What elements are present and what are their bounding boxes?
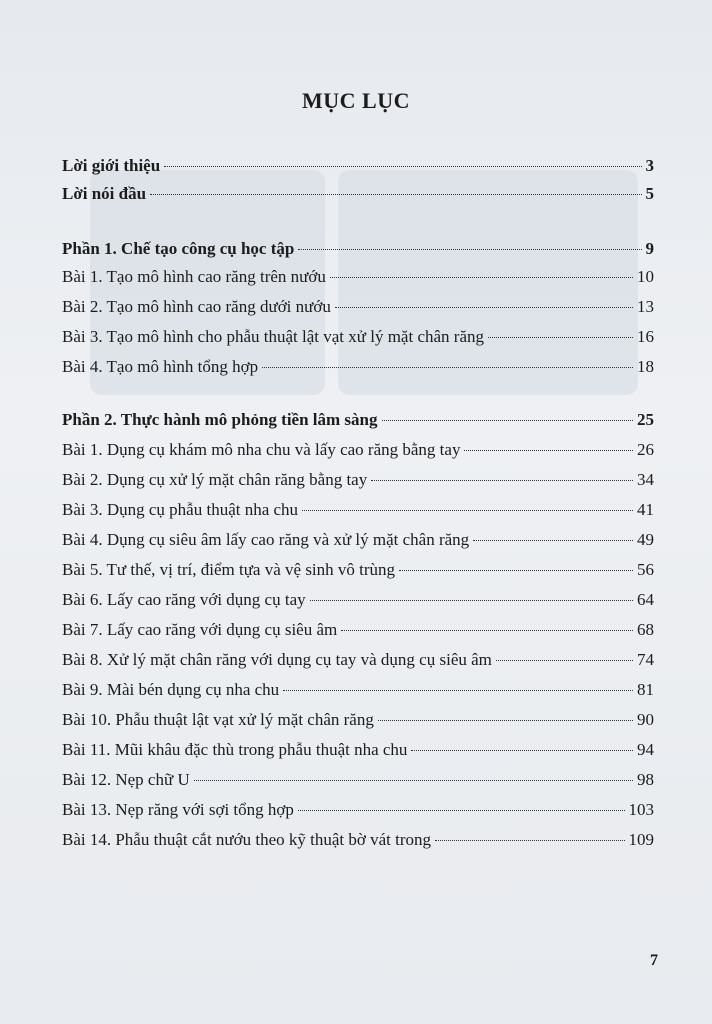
- toc-page: 5: [645, 184, 654, 203]
- toc-part-2-lesson-5: [62, 560, 654, 584]
- toc-label: Bài 8. Xử lý mặt chân răng với dụng cụ tay và dụng cụ siêu âm: [62, 650, 492, 669]
- toc-label: Bài 1. Dụng cụ khám mô nha chu và lấy cao răng bằng tay: [62, 440, 461, 459]
- page-title: MỤC LỤC: [302, 88, 410, 113]
- toc-part-1-heading: [62, 239, 654, 263]
- toc-label: Lời nói đầu: [62, 184, 147, 203]
- dot-leader: [378, 720, 633, 721]
- dot-leader: [194, 780, 633, 781]
- dot-leader: [341, 630, 633, 631]
- toc-part-2-lesson-12: [62, 770, 654, 794]
- toc-page: 41: [637, 500, 654, 519]
- dot-leader: [382, 420, 633, 421]
- toc-page: 13: [637, 297, 654, 316]
- page-number: 7: [650, 952, 658, 969]
- toc-label: Lời giới thiệu: [62, 156, 161, 175]
- toc-label: Bài 4. Tạo mô hình tổng hợp: [62, 357, 259, 376]
- dot-leader: [488, 337, 633, 338]
- toc-page: 103: [628, 800, 654, 819]
- toc-part-1-lesson-2: [62, 297, 654, 321]
- toc-page: 90: [637, 710, 654, 729]
- toc-part-2-lesson-4: [62, 530, 654, 554]
- toc-part-2-lesson-6: [62, 590, 654, 614]
- toc-page: 49: [637, 530, 654, 549]
- dot-leader: [298, 810, 625, 811]
- dot-leader: [262, 367, 633, 368]
- toc-label: Bài 3. Dụng cụ phẫu thuật nha chu: [62, 500, 299, 519]
- toc-page: 68: [637, 620, 654, 639]
- dot-leader: [330, 277, 633, 278]
- toc-front-matter-1: [62, 156, 654, 180]
- toc-part-2-lesson-7: [62, 620, 654, 644]
- toc-label: Bài 3. Tạo mô hình cho phẫu thuật lật vạt xử lý mặt chân răng: [62, 327, 484, 346]
- toc-page: 9: [645, 239, 654, 258]
- toc-part-2-lesson-8: [62, 650, 654, 674]
- toc-label: Bài 13. Nẹp răng với sợi tổng hợp: [62, 800, 294, 819]
- toc-part-1-lesson-4: [62, 357, 654, 381]
- toc-label: Bài 12. Nẹp chữ U: [62, 770, 190, 789]
- toc-page: 34: [637, 470, 654, 489]
- dot-leader: [464, 450, 633, 451]
- toc-page: 3: [645, 156, 654, 175]
- toc-part-2-lesson-14: [62, 830, 654, 854]
- toc-page: 64: [637, 590, 654, 609]
- toc-part-2-lesson-9: [62, 680, 654, 704]
- dot-leader: [150, 194, 641, 195]
- dot-leader: [473, 540, 633, 541]
- dot-leader: [335, 307, 633, 308]
- toc-page: 10: [637, 267, 654, 286]
- dot-leader: [164, 166, 641, 167]
- toc-page: 74: [637, 650, 654, 669]
- toc-label: Bài 1. Tạo mô hình cao răng trên nướu: [62, 267, 326, 286]
- toc-part-2-lesson-3: [62, 500, 654, 524]
- toc-label: Bài 2. Dụng cụ xử lý mặt chân răng bằng tay: [62, 470, 368, 489]
- toc-part-1-lesson-1: [62, 267, 654, 291]
- toc-label: Phần 2. Thực hành mô phỏng tiền lâm sàng: [62, 410, 378, 429]
- toc-page: 25: [637, 410, 654, 429]
- toc-label: Bài 6. Lấy cao răng với dụng cụ tay: [62, 590, 306, 609]
- toc-part-2-lesson-1: [62, 440, 654, 464]
- toc-page: 94: [637, 740, 654, 759]
- toc-page: 56: [637, 560, 654, 579]
- toc-front-matter-2: [62, 184, 654, 208]
- toc-page: 109: [628, 830, 654, 849]
- toc-part-2-lesson-13: [62, 800, 654, 824]
- toc-label: Bài 2. Tạo mô hình cao răng dưới nướu: [62, 297, 331, 316]
- toc-page: 26: [637, 440, 654, 459]
- toc-label: Bài 5. Tư thế, vị trí, điểm tựa và vệ sinh vô trùng: [62, 560, 396, 579]
- toc-part-1-lesson-3: [62, 327, 654, 351]
- dot-leader: [283, 690, 633, 691]
- dot-leader: [411, 750, 633, 751]
- toc-page: 98: [637, 770, 654, 789]
- toc-part-2-lesson-11: [62, 740, 654, 764]
- dot-leader: [399, 570, 633, 571]
- toc-label: Bài 9. Mài bén dụng cụ nha chu: [62, 680, 280, 699]
- toc-label: Bài 4. Dụng cụ siêu âm lấy cao răng và xử lý mặt chân răng: [62, 530, 470, 549]
- toc-label: Phần 1. Chế tạo công cụ học tập: [62, 239, 295, 258]
- toc-page: 81: [637, 680, 654, 699]
- toc-part-2-lesson-10: [62, 710, 654, 734]
- dot-leader: [310, 600, 633, 601]
- toc-label: Bài 11. Mũi khâu đặc thù trong phẫu thuật nha chu: [62, 740, 408, 759]
- toc-label: Bài 10. Phẫu thuật lật vạt xử lý mặt chân răng: [62, 710, 374, 729]
- dot-leader: [496, 660, 633, 661]
- dot-leader: [371, 480, 633, 481]
- toc-label: Bài 7. Lấy cao răng với dụng cụ siêu âm: [62, 620, 338, 639]
- toc-page: 18: [637, 357, 654, 376]
- dot-leader: [302, 510, 633, 511]
- toc-page: 16: [637, 327, 654, 346]
- toc-part-2-heading: [62, 410, 654, 434]
- dot-leader: [298, 249, 641, 250]
- dot-leader: [435, 840, 624, 841]
- toc-part-2-lesson-2: [62, 470, 654, 494]
- toc-label: Bài 14. Phẫu thuật cắt nướu theo kỹ thuật bờ vát trong: [62, 830, 432, 849]
